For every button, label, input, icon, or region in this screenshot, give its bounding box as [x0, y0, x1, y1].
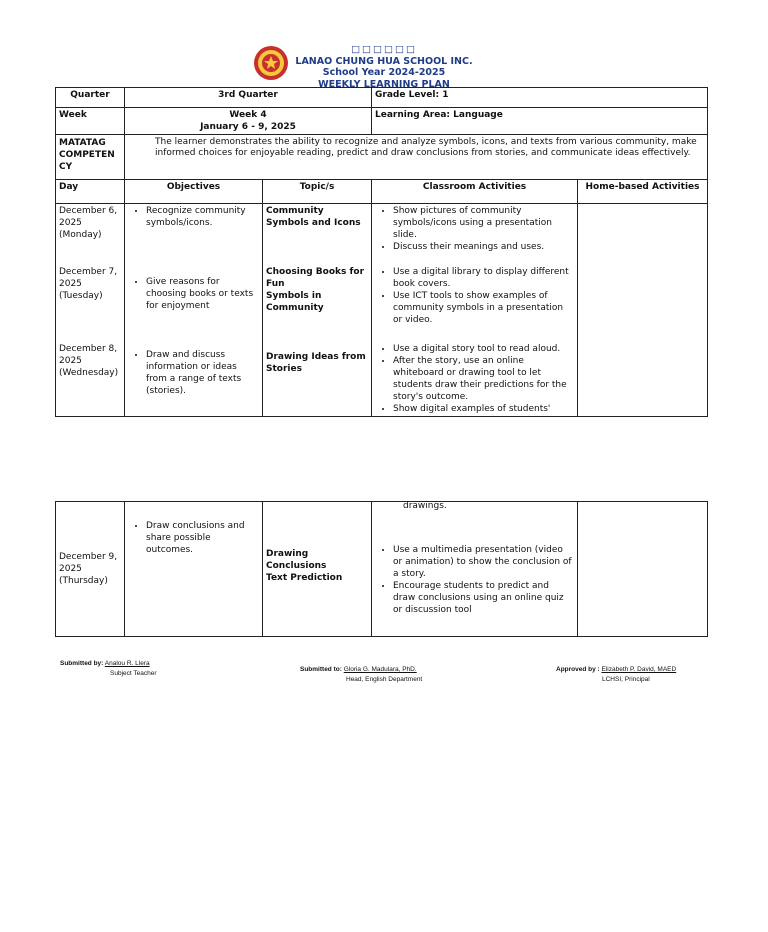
- activities-tuesday: [375, 266, 574, 343]
- col-header-home: Home-based Activities: [578, 180, 708, 204]
- competency-label: MATATAG COMPETEN CY: [56, 135, 125, 180]
- list-item: • Use a digital story tool to read aloud.: [393, 343, 574, 355]
- activities-wednesday: [375, 343, 574, 415]
- list-item: • Show pictures of community symbols/icons using a presentation slide.: [393, 205, 574, 241]
- table-row: [56, 204, 708, 417]
- list-item: • Use ICT tools to show examples of community symbols in a presentation or video.: [393, 290, 574, 326]
- weekly-plan-table-continued: [55, 501, 708, 637]
- col-header-day: Day: [56, 180, 125, 204]
- school-header: [0, 44, 768, 90]
- col-header-topics: Topic/s: [263, 180, 372, 204]
- objectives-wednesday: [128, 343, 259, 397]
- week-dates: January 6 - 9, 2025: [200, 122, 296, 132]
- list-item: • Give reasons for choosing books or texts for enjoyment: [146, 276, 259, 312]
- school-year: School Year 2024-2025: [322, 67, 446, 78]
- submitted-to-name: Gloria G. Madulara, PhD.: [343, 666, 417, 673]
- table-row: [56, 502, 708, 637]
- day-cell-wednesday: December 8, 2025 (Wednesday): [59, 344, 119, 378]
- submitted-to-label: Submitted to:: [300, 666, 342, 673]
- list-item: • Use a digital library to display different book covers.: [393, 266, 574, 290]
- quarter-value: 3rd Quarter: [125, 88, 372, 108]
- submitted-to-role: Head, English Department: [346, 676, 423, 683]
- topics-wednesday: Drawing Ideas from Stories: [266, 352, 366, 374]
- objectives-tuesday: [128, 266, 259, 343]
- day-cell-monday: December 6, 2025 (Monday): [59, 206, 118, 240]
- activities-wednesday-continued: drawings.: [403, 501, 447, 511]
- plan-title: WEEKLY LEARNING PLAN: [318, 78, 450, 90]
- list-item: • Use a multimedia presentation (video or animation) to show the conclusion of a story.: [393, 544, 574, 580]
- home-activities-cell: [578, 502, 708, 637]
- list-item: • Encourage students to predict and draw conclusions using an online quiz or discussion tool: [393, 580, 574, 616]
- list-item: • Recognize community symbols/icons.: [146, 205, 259, 229]
- submitted-by-label: Submitted by:: [60, 660, 104, 667]
- weekly-plan-table: [55, 87, 708, 417]
- col-header-objectives: Objectives: [125, 180, 263, 204]
- activities-thursday: [372, 502, 578, 637]
- list-item: • Show digital examples of students': [393, 403, 574, 415]
- approved-by-label: Approved by :: [556, 666, 600, 673]
- quarter-label: Quarter: [56, 88, 125, 108]
- week-cell: [125, 108, 372, 135]
- list-item: • Draw and discuss information or ideas from a range of texts (stories).: [146, 349, 259, 397]
- week-number: Week 4: [229, 110, 267, 120]
- approved-by-name: Elizabeth P. David, MAED: [601, 666, 677, 673]
- school-chinese-name: □□□□□□: [351, 44, 417, 55]
- list-item: • After the story, use an online whiteboard or drawing tool to let students draw their predictions for the story's outcome.: [393, 355, 574, 403]
- week-label: Week: [56, 108, 125, 135]
- home-activities-cell: [578, 204, 708, 417]
- objectives-thursday: [125, 502, 263, 637]
- submitted-to-block: [300, 665, 422, 685]
- list-item: • Discuss their meanings and uses.: [393, 241, 574, 253]
- learning-area: Learning Area: Language: [372, 108, 708, 135]
- day-cell-thursday: December 9, 2025 (Thursday): [56, 502, 125, 637]
- approved-by-role: LCHSI, Principal: [602, 676, 650, 683]
- activities-monday: [375, 205, 574, 266]
- approved-by-block: [556, 665, 676, 685]
- list-item: • Draw conclusions and share possible outcomes.: [146, 520, 259, 556]
- topics-thursday: Drawing Conclusions Text Prediction: [263, 502, 372, 637]
- submitted-by-name: Analou R. Llera: [104, 660, 150, 667]
- school-name: LANAO CHUNG HUA SCHOOL INC.: [295, 55, 473, 67]
- submitted-by-block: [60, 659, 157, 679]
- day-cell-tuesday: December 7, 2025 (Tuesday): [59, 267, 118, 301]
- grade-level: Grade Level: 1: [372, 88, 708, 108]
- topics-tuesday: Choosing Books for Fun Symbols in Community: [266, 267, 365, 313]
- objectives-monday: [128, 205, 259, 266]
- col-header-activities: Classroom Activities: [372, 180, 578, 204]
- submitted-by-role: Subject Teacher: [110, 670, 157, 677]
- topics-monday: Community Symbols and Icons: [266, 206, 361, 228]
- competency-text: The learner demonstrates the ability to recognize and analyze symbols, icons, and texts from various community, make informed choices for enjoyable reading, predict and draw conclusions from stories, and communicate ideas effectively.: [125, 135, 708, 180]
